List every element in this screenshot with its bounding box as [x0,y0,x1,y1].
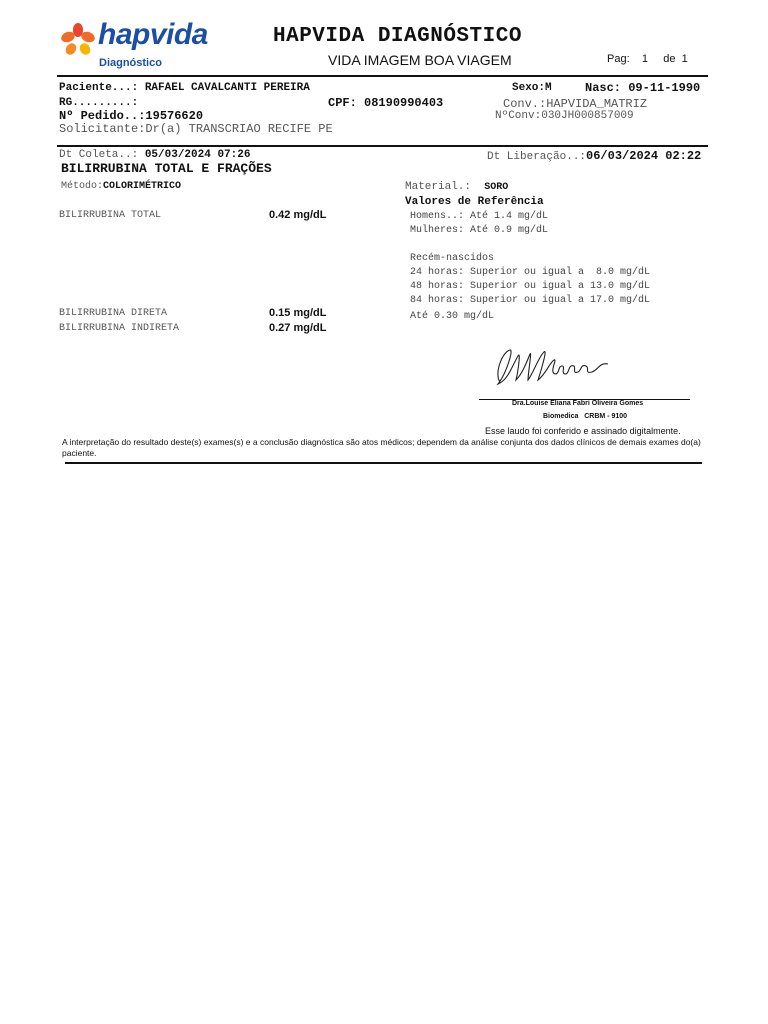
reference-values [410,210,650,324]
collect-label: Dt Coleta..: [59,149,139,161]
signature-image [488,344,618,390]
sex-value: M [545,82,552,94]
logo-brand: hapvida [98,18,208,51]
flower-logo-icon [60,22,96,58]
collect-date: 05/03/2024 07:26 [144,149,251,161]
document-title: HAPVIDA DIAGNÓSTICO [273,25,522,48]
reference-line: Mulheres: Até 0.9 mg/dL [410,225,549,236]
requester-label: Solicitante: [59,122,146,136]
reference-line [410,238,650,252]
result-name-indirect: BILIRRUBINA INDIRETA [59,323,180,334]
material-field [405,181,508,193]
birth-label: Nasc: [585,81,622,95]
page-total: 1 [681,53,688,65]
order-value: 19576620 [145,109,204,123]
result-value-total: 0.42 mg/dL [269,209,327,221]
release-field [487,149,701,163]
patient-name: RAFAEL CAVALCANTI PEREIRA [144,82,310,94]
release-date: 06/03/2024 02:22 [586,149,702,163]
footer-divider [65,462,702,464]
nconv-label: NºConv: [495,110,542,122]
method-value: COLORIMÉTRICO [103,181,182,192]
logo-sub: Diagnóstico [99,57,162,69]
cpf-label: CPF: [328,96,357,110]
result-name-total: BILIRRUBINA TOTAL [59,210,162,221]
reference-line: 84 horas: Superior ou igual a 17.0 mg/dL [410,295,651,306]
conv-field [503,97,647,111]
digital-signature-note: Esse laudo foi conferido e assinado digitalmente. [485,426,681,436]
reference-line: Recém-nascidos [410,253,495,264]
rg-label: RG.........: [59,97,139,109]
signer-name: Dra.Louise Eliana Fabri Oliveira Gomes [512,400,644,407]
signer-credentials [543,413,627,420]
material-value: SORO [484,182,509,193]
reference-line: Homens..: Até 1.4 mg/dL [410,211,549,222]
page-of-label: de [663,53,676,65]
hapvida-logo [60,20,220,72]
unit-name: VIDA IMAGEM BOA VIAGEM [328,52,512,68]
method-label: Método: [61,181,104,192]
conv-value: HAPVIDA_MATRIZ [546,97,648,111]
page-current: 1 [641,53,648,65]
method-field [61,181,181,192]
cpf-field [328,96,443,110]
result-value-direct: 0.15 mg/dL [269,307,327,319]
patient-divider [57,145,708,147]
sex-label: Sexo: [512,82,546,94]
order-field [59,109,203,123]
requester-value: Dr(a) TRANSCRIAO RECIFE PE [145,122,333,136]
nconv-field [495,110,634,122]
result-value-indirect: 0.27 mg/dL [269,322,327,334]
reference-title: Valores de Referência [405,196,544,208]
material-label: Material.: [405,181,472,193]
patient-name-row [59,82,310,94]
order-label: Nº Pedido..: [59,109,146,123]
requester-field [59,122,333,136]
cpf-value: 08190990403 [364,96,444,110]
conv-label: Conv.: [503,97,547,111]
reference-line: 24 horas: Superior ou igual a 8.0 mg/dL [410,267,651,278]
header-divider [57,75,708,77]
release-label: Dt Liberação..: [487,151,587,163]
signer-registry: CRBM - 9100 [584,413,628,420]
page-indicator [607,53,688,65]
nconv-value: 030JH000857009 [541,110,634,122]
collect-field [59,149,250,161]
reference-direct: Até 0.30 mg/dL [410,311,495,322]
reference-line: 48 horas: Superior ou igual a 13.0 mg/dL [410,281,651,292]
birth-field [585,81,700,95]
patient-name-label: Paciente...: [59,82,139,94]
page-label: Pag: [607,53,630,65]
result-name-direct: BILIRRUBINA DIRETA [59,308,168,319]
birth-value: 09-11-1990 [628,81,701,95]
exam-name: BILIRRUBINA TOTAL E FRAÇÕES [61,161,272,176]
signer-role: Biomedica [543,413,579,420]
disclaimer: A interpretação do resultado deste(s) exames(s) e a conclusão diagnóstica são atos médicos; dependem da análise conjunta dos dados clínicos de demais exames do(a) paciente. [62,437,701,458]
sex-field [512,82,552,94]
